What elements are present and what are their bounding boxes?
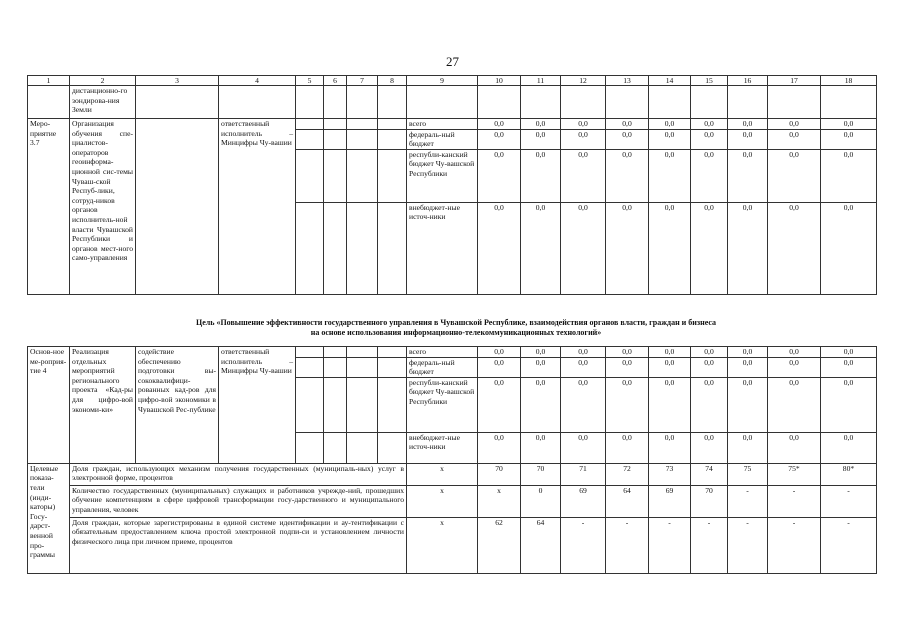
col-header: 7 — [347, 76, 378, 86]
col-header: 13 — [606, 76, 649, 86]
col-header: 15 — [691, 76, 728, 86]
goal-line-1: Цель «Повышение эффективности государственного управления в Чувашской Республике, взаимодействия органов власти, граждан и бизнеса — [195, 318, 717, 327]
page-number: 27 — [446, 54, 459, 69]
col-header: 4 — [219, 76, 296, 86]
col-header: 2 — [70, 76, 136, 86]
main-event-name: Реализация отдельных мероприятий регионального проекта «Кад-ры для цифро-вой экономи-ки» — [70, 347, 136, 464]
main-event-executor: ответственный исполнитель – Минцифры Чу-вашии — [219, 347, 296, 464]
funding-source: республи-канский бюджет Чу-вашской Республики — [407, 377, 478, 432]
table-row: Основ-ное ме-роприя-тие 4 Реализация отдельных мероприятий регионального проекта «Кад-ры для цифро-вой экономи-ки» содействие обеспечению подготовки вы-сококвалифици-рованных кад-ров для цифро-вой экономики в Чувашской Рес-публике ответственный исполнитель – Минцифры Чу-вашии всего 0,0 0,0 0,0 0,0 0,0 0,0 0,0 0,0 0,0 — [28, 347, 877, 358]
col-header: 5 — [296, 76, 324, 86]
col-header: 18 — [821, 76, 877, 86]
table-row: Меро-приятие 3.7 Организация обучения спе-циалистов-операторов геоинформа-ционной сис-темы Чуваш-ской Респуб-лики, сотруд-ников органов исполнитель-ной власти Чувашской Республики и органов мест-ного само-управления ответственный исполнитель – Минцифры Чу-вашии всего 0,0 0,0 0,0 0,0 0,0 0,0 0,0 0,0 0,0 — [28, 119, 877, 130]
indicator-row: Доля граждан, которые зарегистрированы в единой системе идентификации и ау-тентификации с обязательным предоставлением ключа простой электронной подпи-си и установлением личности физического лица при личном приеме, процентов x 62 64 - - - - - - - — [28, 517, 877, 573]
col-header: 8 — [378, 76, 407, 86]
budget-table-bottom — [27, 346, 877, 574]
table-row: федераль-ный бюджет 0,0 0,0 0,0 0,0 0,0 0,0 0,0 0,0 0,0 — [28, 357, 877, 377]
goal-line-2: на основе использования информационно-телекоммуникационных технологий» — [310, 328, 602, 337]
funding-source: федераль-ный бюджет — [407, 357, 478, 377]
table-row: федераль-ный бюджет 0,0 0,0 0,0 0,0 0,0 0,0 0,0 0,0 0,0 — [28, 129, 877, 149]
budget-table-top — [27, 75, 877, 295]
indicator-text: Доля граждан, которые зарегистрированы в единой системе идентификации и ау-тентификации с обязательным предоставлением ключа простой электронной подпи-си и установлением личности физического лица при личном приеме, процентов — [70, 517, 407, 573]
indicator-row: Количество государственных (муниципальных) служащих и работников учрежде-ний, прошедших обучение компетенциям в сфере цифровой трансформации госу-дарственного и муниципального управления, человек x x 0 69 64 69 70 - - - — [28, 485, 877, 517]
col-header: 17 — [768, 76, 821, 86]
funding-source: внебюджет-ные источ-ники — [407, 202, 478, 294]
indicator-row: Целевые показа-тели (инди-каторы) Госу-дарст-венной про-граммы Доля граждан, использующих механизм получения государственных (муниципаль-ных) услуг в электронной форме, процентов x 70 70 71 72 73 74 75 75* 80* — [28, 463, 877, 485]
col-header: 3 — [136, 76, 219, 86]
table-row: внебюджет-ные источ-ники 0,0 0,0 0,0 0,0 0,0 0,0 0,0 0,0 0,0 — [28, 432, 877, 463]
table-row: республи-канский бюджет Чу-вашской Республики 0,0 0,0 0,0 0,0 0,0 0,0 0,0 0,0 0,0 — [28, 149, 877, 202]
indicator-text: Количество государственных (муниципальных) служащих и работников учрежде-ний, прошедших обучение компетенциям в сфере цифровой трансформации госу-дарственного и муниципального управления, человек — [70, 485, 407, 517]
col-header: 6 — [324, 76, 347, 86]
col-header: 11 — [521, 76, 561, 86]
measure-name: Организация обучения спе-циалистов-операторов геоинформа-ционной сис-темы Чуваш-ской Респуб-лики, сотруд-ников органов исполнитель-ной власти Чувашской Республики и органов мест-ного само-управления — [70, 119, 136, 295]
funding-source: всего — [407, 347, 478, 358]
indicators-label: Целевые показа-тели (инди-каторы) Госу-дарст-венной про-граммы — [28, 463, 70, 573]
col-header: 9 — [407, 76, 478, 86]
main-event-code: Основ-ное ме-роприя-тие 4 — [28, 347, 70, 464]
col-header: 1 — [28, 76, 70, 86]
funding-source: федераль-ный бюджет — [407, 129, 478, 149]
continuation-text: дистанционно-го зондирова-ния Земли — [70, 86, 136, 119]
col-header: 10 — [478, 76, 521, 86]
continuation-row — [28, 86, 877, 119]
table-row: внебюджет-ные источ-ники 0,0 0,0 0,0 0,0 0,0 0,0 0,0 0,0 0,0 — [28, 202, 877, 294]
table-row: республи-канский бюджет Чу-вашской Республики 0,0 0,0 0,0 0,0 0,0 0,0 0,0 0,0 0,0 — [28, 377, 877, 432]
indicator-text: Доля граждан, использующих механизм получения государственных (муниципаль-ных) услуг в электронной форме, процентов — [70, 463, 407, 485]
goal-heading — [40, 318, 872, 338]
col-header: 16 — [728, 76, 768, 86]
measure-code: Меро-приятие 3.7 — [28, 119, 70, 295]
col-header: 14 — [649, 76, 691, 86]
main-event-goal: содействие обеспечению подготовки вы-сококвалифици-рованных кад-ров для цифро-вой экономики в Чувашской Рес-публике — [136, 347, 219, 464]
measure-executor: ответственный исполнитель – Минцифры Чу-вашии — [219, 119, 296, 295]
funding-source: республи-канский бюджет Чу-вашской Республики — [407, 149, 478, 202]
funding-source: внебюджет-ные источ-ники — [407, 432, 478, 463]
funding-source: всего — [407, 119, 478, 130]
header-row — [28, 76, 877, 86]
col-header: 12 — [561, 76, 606, 86]
